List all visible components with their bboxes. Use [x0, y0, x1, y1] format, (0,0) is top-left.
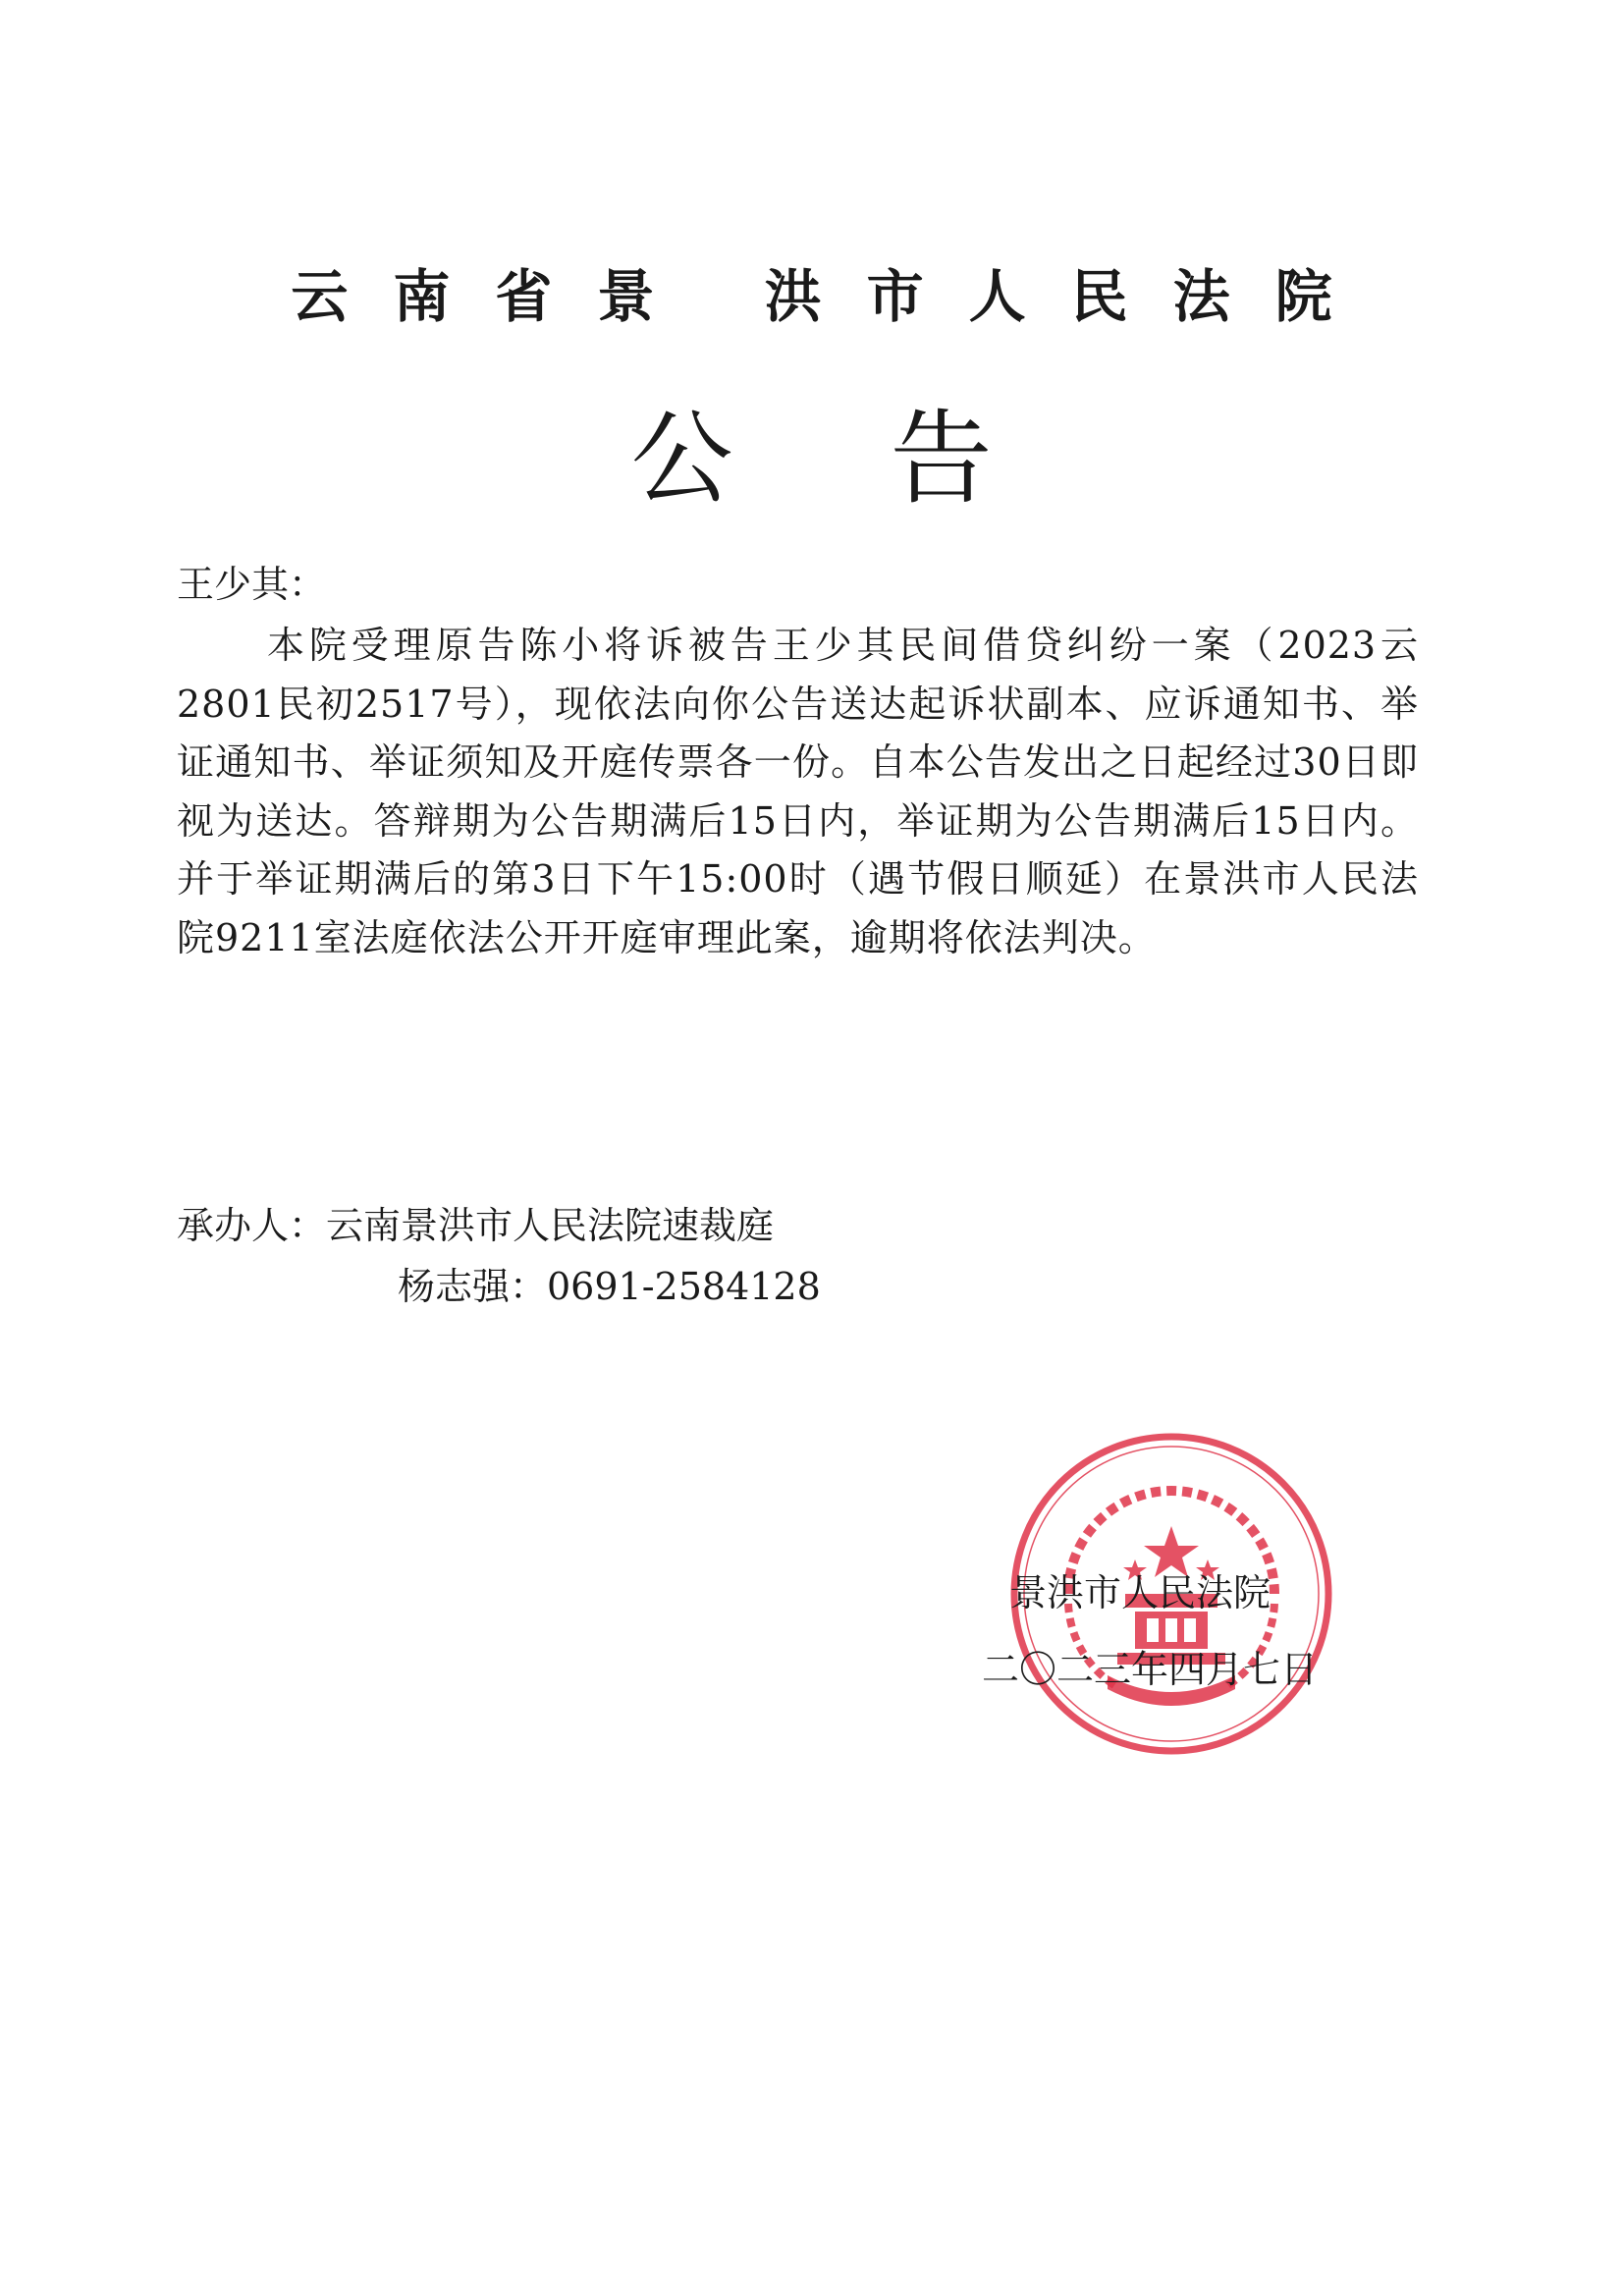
signature-date: 二〇二三年四月七日 — [982, 1648, 1319, 1691]
court-title: 云南省景 洪市人民法院 — [291, 263, 1378, 330]
contact-line: 杨志强：0691-2584128 — [398, 1265, 821, 1308]
signature-court: 景洪市人民法院 — [1009, 1571, 1271, 1614]
handler-line: 承办人：云南景洪市人民法院速裁庭 — [177, 1204, 775, 1247]
addressee: 王少其： — [177, 563, 327, 606]
notice-body: 本院受理原告陈小将诉被告王少其民间借贷纠纷一案（2023云2801民初2517号），现依法向你公告送达起诉状副本、应诉通知书、举证通知书、举证须知及开庭传票各一份。自本公告发出之日起经过30日即视为送达。答辩期为公告期满后15日内，举证期为公告期满后15日内。并于举证期满后的第3日下午15:00时（遇节假日顺延）在景洪市人民法院9211室法庭依法公开开庭审理此案，逾期将依法判决。 — [177, 624, 1419, 959]
notice-title: 公告 — [630, 399, 1150, 519]
